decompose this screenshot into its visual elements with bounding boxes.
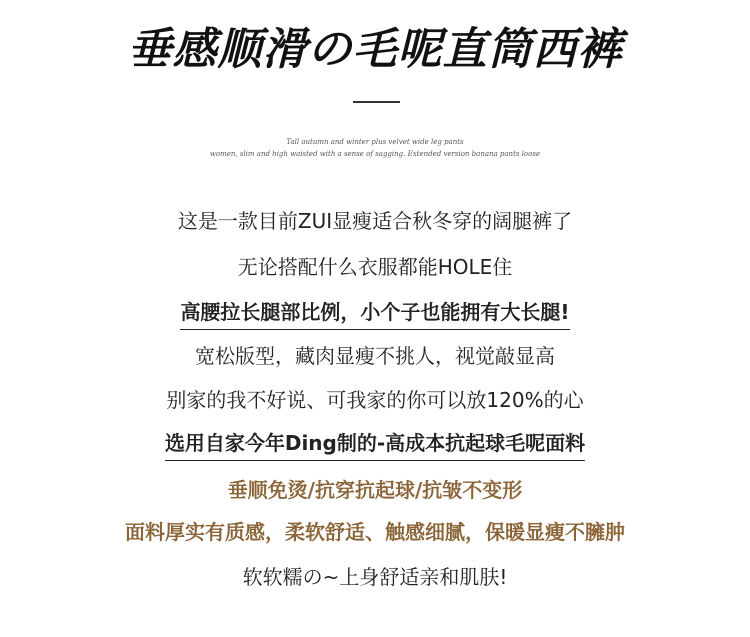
description-line-4 <box>0 342 750 370</box>
highlight-line-height-proportion <box>0 298 750 330</box>
title-divider <box>353 101 400 103</box>
description-line-2 <box>0 253 750 281</box>
description-text: 无论搭配什么衣服都能HOLE住 <box>237 255 513 279</box>
feature-line-texture <box>0 518 750 546</box>
description-line-9 <box>0 563 750 591</box>
highlight-text: 高腰拉长腿部比例，小个子也能拥有大长腿! <box>180 298 569 330</box>
description-line-5 <box>0 386 750 414</box>
description-line-1 <box>0 207 750 235</box>
highlight-line-fabric <box>0 429 750 461</box>
english-subtitle-line-1: Tall autumn and winter plus velvet wide leg pants <box>286 138 464 146</box>
description-text: 别家的我不好说、可我家的你可以放120%的心 <box>166 388 584 412</box>
feature-line-properties <box>0 476 750 504</box>
highlight-text: 选用自家今年Ding制的-高成本抗起球毛呢面料 <box>165 429 585 461</box>
page-title: 垂感顺滑の毛呢直筒西裤 <box>127 24 623 75</box>
description-text: 软软糯の~上身舒适亲和肌肤! <box>242 565 508 589</box>
description-text: 这是一款目前ZUI显瘦适合秋冬穿的阔腿裤了 <box>177 209 573 233</box>
feature-text: 垂顺免烫/抗穿抗起球/抗皱不变形 <box>227 478 523 502</box>
english-subtitle-line-2: women, slim and high waisted with a sense of sagging. Extended version banana pants loose <box>209 150 541 158</box>
feature-text: 面料厚实有质感，柔软舒适、触感细腻，保暖显瘦不臃肿 <box>125 520 625 544</box>
description-text: 宽松版型，藏肉显瘦不挑人，视觉敲显高 <box>195 344 555 368</box>
